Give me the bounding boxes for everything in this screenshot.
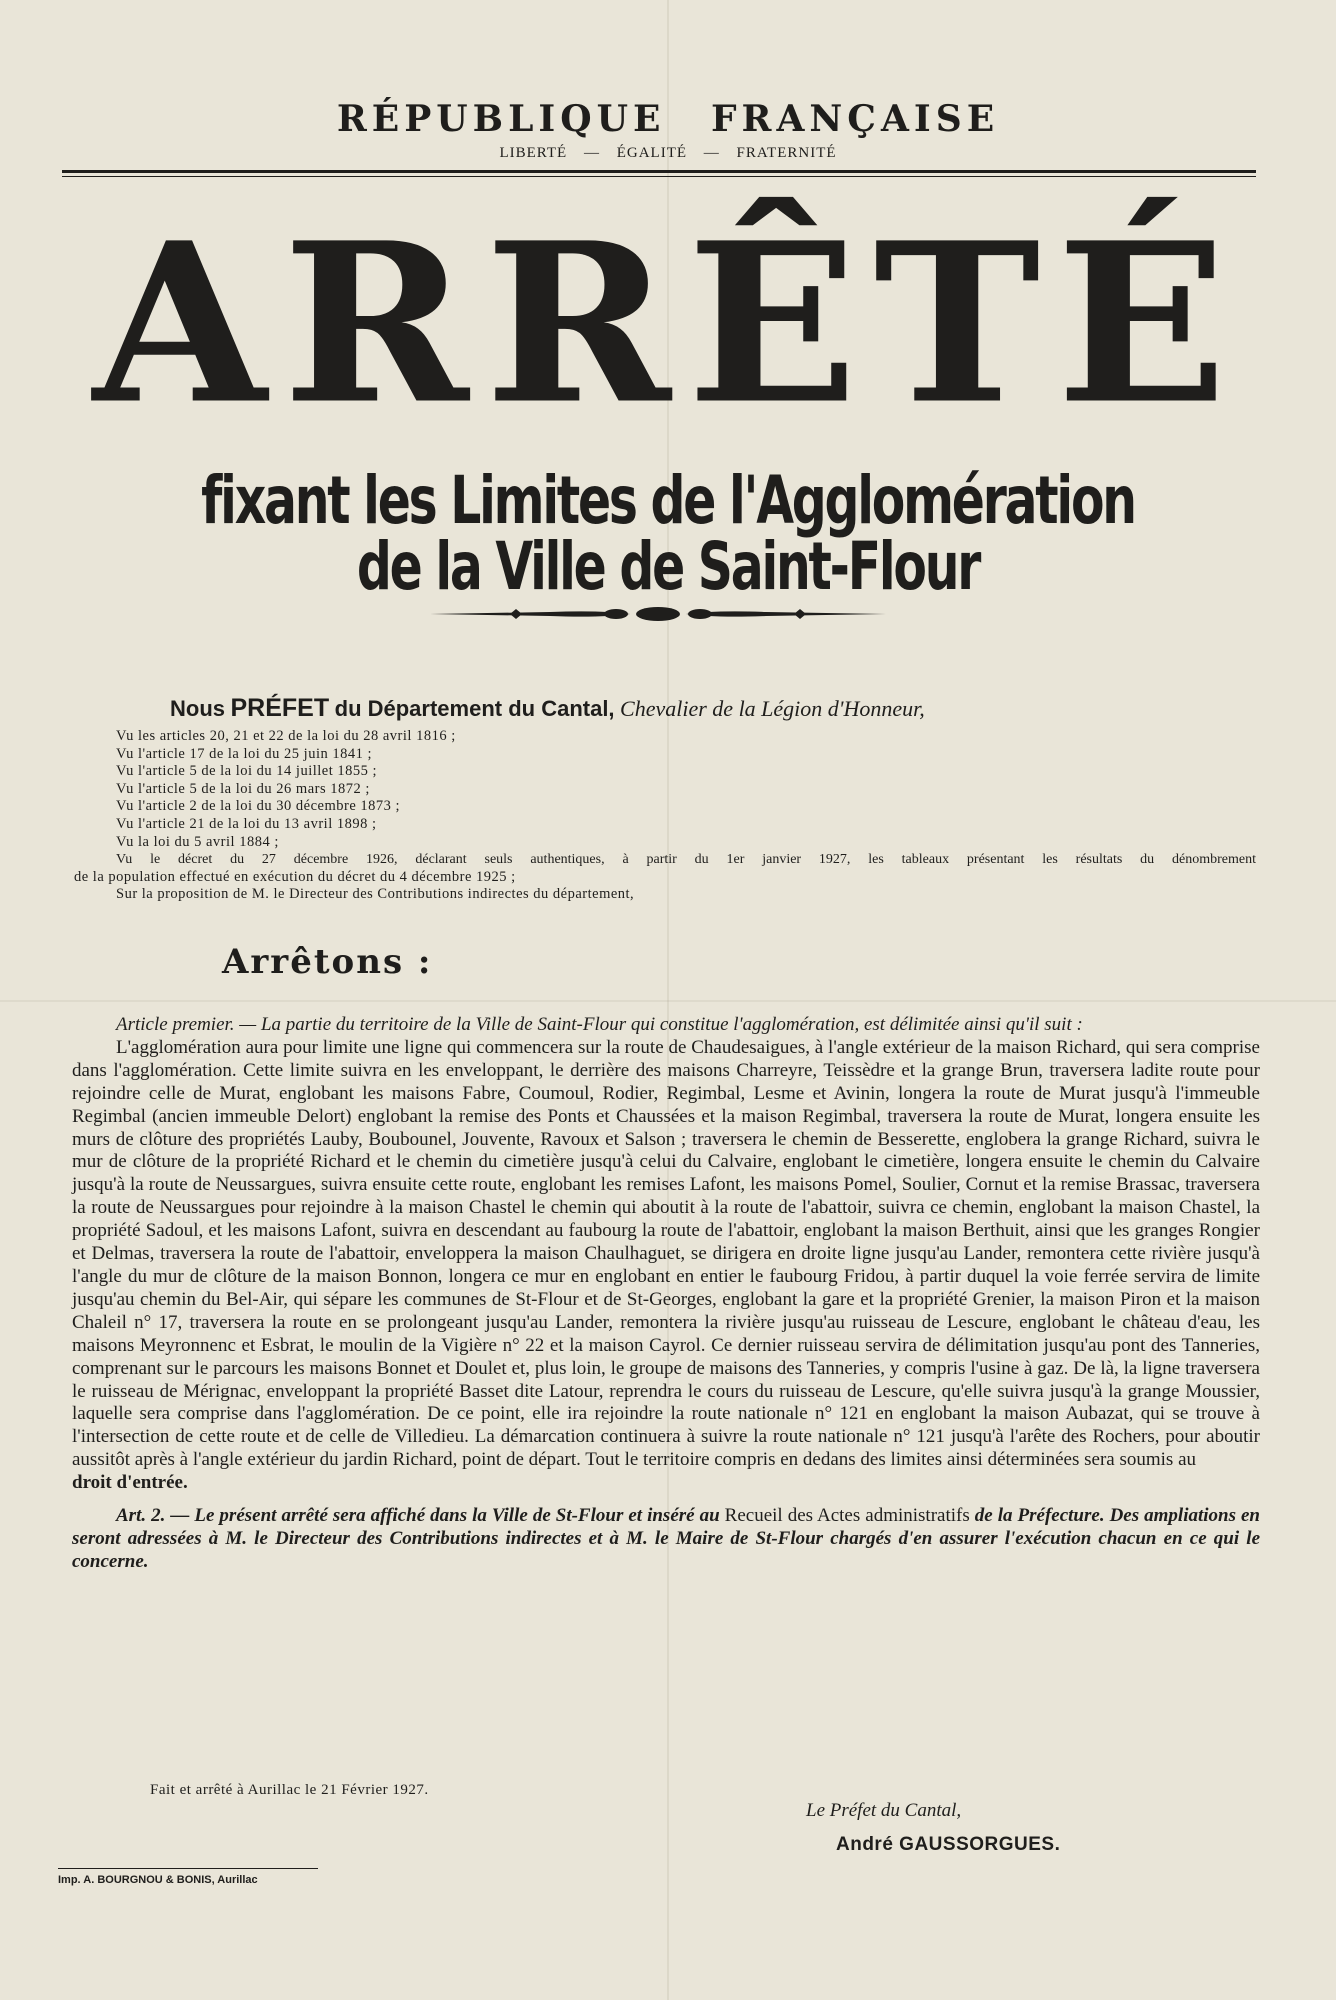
devise: LIBERTÉ — ÉGALITÉ — FRATERNITÉ: [499, 145, 837, 161]
vu-item: Vu l'article 5 de la loi du 14 juillet 1855 ;: [116, 763, 378, 780]
vu-item: Vu l'article 2 de la loi du 30 décembre 1873 ;: [116, 798, 401, 815]
vu-item: Vu l'article 5 de la loi du 26 mars 1872 ;: [116, 780, 370, 797]
article-2-text: Art. 2. — Le présent arrêté sera affiché dans la Ville de St-Flour et inséré au: [116, 1505, 720, 1527]
signature-title: Le Préfet du Cantal,: [806, 1800, 962, 1821]
article-2: [72, 1505, 1260, 1574]
fait-line: Fait et arrêté à Aurillac le 21 Février 1927.: [150, 1782, 429, 1798]
article-2-rest: de la Préfecture. Des ampliations en seront adressées à M. le Directeur des Contributions indirectes et à M. le Maire de St-Flour chargés d'en assurer l'exécution chacun en ce qui le concerne.: [72, 1505, 1260, 1572]
vu-item: Sur la proposition de M. le Directeur des Contributions indirectes du département,: [116, 886, 635, 903]
article-1-intro: [72, 1014, 1260, 1037]
article-1-body: L'agglomération aura pour limite une ligne qui commencera sur la route de Chaudesaigues, à l'angle extérieur de la maison Richard, qui sera comprise dans l'agglomération. Cette limite suivra en les enveloppant, le derrière des maisons Charreyre, Teissèdre et la grange Brun, traversera ladite route pour rejoindre celle de Murat, englobant les maisons Fabre, Coumoul, Rodier, Regimbal, Lesme et Avinin, longera la route de Murat jusqu'à l'immeuble Regimbal (ancien immeuble Delort) englobant la remise des Ponts et Chaussées et la maison Regimbal, traversera la route de Murat, longera ensuite les murs de clôture des propriétés Lauby, Boubounel, Jouvente, Ravoux et Salson ; traversera le chemin de Besserette, englobera la grange Richard, suivra le mur de clôture de la propriété Richard et le chemin du cimetière jusqu'à celui du Calvaire, englobant le cimetière, longera ensuite le chemin du Calvaire jusqu'à la route de Neussargues, suivra ensuite cette route, englobant les remises Lafont, les maisons Pomel, Soulier, Cornut et la remise Brassac, traversera la route de Neussargues pour rejoindre à la maison Chastel le chemin qui aboutit à la route de l'abattoir, suivra ce chemin, englobant la maison Chastel, la propriété Sadoul, et les maisons Lafont, suivra en descendant au faubourg la route de l'abattoir, englobant la maison Berthuit, ainsi que les granges Rongier et Delmas, traversera la route de l'abattoir, enveloppera la maison Chaulhaguet, se dirigera en droite ligne jusqu'au Lander, remontera cette rivière jusqu'à l'angle du mur de clôture de la maison Bonnon, longera ce mur en englobant en entier le faubourg Fridou, à partir duquel la voie ferrée servira de limite jusqu'au chemin du Bel-Air, qui sépare les communes de St-Flour et de St-Georges, englobant la gare et la propriété Grenier, la maison Piron et la maison Chaleil n° 17, traversera la route en se prolongeant jusqu'au Lander, remontera la rivière jusqu'au ruisseau de Lescure, englobant le château d'eau, les maisons Meyronnenc et Esbrat, le moulin de la Vigière n° 22 et la maison Cayrol. Ce dernier ruisseau servira de délimitation jusqu'au pont des Tanneries, comprenant sur le parcours les maisons Bonnet et Doulet et, plus loin, le groupe de maisons des Tanneries, y compris l'usine à gaz. De là, la ligne traversera le ruisseau de Mérignac, enveloppant la propriété Basset dite Latour, reprendra le cours du ruisseau de Lescure, qu'elle suivra jusqu'à la grange Moussier, laquelle sera comprise dans l'agglomération. De ce point, elle ira rejoindre la route nationale n° 121 en englobant la maison Aubazat, qui se trouve à l'intersection de cette route et de celle de Villedieu. La démarcation continuera à suivre la route nationale n° 121 jusqu'à l'arête des Rochers, pour aboutir aussitôt après à l'angle extérieur du jardin Richard, point de départ. Tout le territoire compris en dedans des limites ainsi déterminées sera soumis au: [72, 1036, 1260, 1471]
vu-item: Vu la loi du 5 avril 1884 ;: [116, 833, 279, 850]
article-1-label: Article premier.: [116, 1014, 235, 1035]
fold-line: [0, 1000, 1336, 1002]
vus-list: [74, 728, 1256, 904]
signature-name: André GAUSSORGUES.: [836, 1834, 1061, 1855]
footer-rule: [58, 1868, 318, 1869]
article-1-droit: droit d'entrée.: [72, 1472, 188, 1494]
vu-item: Vu l'article 17 de la loi du 25 juin 1841 ;: [116, 745, 373, 762]
page-title: ARRÊTÉ: [92, 194, 1244, 453]
prefet-title: PRÉFET: [230, 694, 330, 722]
header-rule: [62, 170, 1256, 173]
vu-item: Vu le décret du 27 décembre 1926, déclarant seuls authentiques, à partir du 1er janvier 1927, les tableaux présentant les résultats du dénombrement: [116, 852, 1256, 868]
article-1-text: [72, 1037, 1260, 1495]
vu-item: Vu l'article 21 de la loi du 13 avril 1898 ;: [116, 815, 377, 832]
republic-heading: RÉPUBLIQUE FRANÇAISE: [336, 98, 1000, 140]
prefet-chevalier: Chevalier de la Légion d'Honneur,: [620, 696, 925, 721]
prefet-nous: Nous: [170, 696, 225, 721]
article-1-intro-text: — La partie du territoire de la Ville de Saint-Flour qui constitue l'agglomération, est délimitée ainsi qu'il suit :: [239, 1014, 1083, 1035]
header-rule-thin: [62, 176, 1256, 177]
articles: [72, 1014, 1260, 1574]
prefet-line: [170, 694, 1270, 723]
vu-item: Vu les articles 20, 21 et 22 de la loi du 28 avril 1816 ;: [116, 728, 456, 744]
arretons-heading: Arrêtons :: [222, 942, 433, 982]
subtitle: fixant les Limites de l'Agglomération de la Ville de Saint-Flour: [201, 462, 1135, 605]
article-2-recueil: Recueil des Actes administratifs: [724, 1505, 970, 1527]
ornament-divider: [430, 600, 886, 628]
vu-item: de la population effectué en exécution du décret du 4 décembre 1925 ;: [74, 868, 516, 885]
printer-credit: Imp. A. BOURGNOU & BONIS, Aurillac: [58, 1874, 258, 1886]
prefet-departement: du Département du Cantal,: [334, 696, 615, 721]
